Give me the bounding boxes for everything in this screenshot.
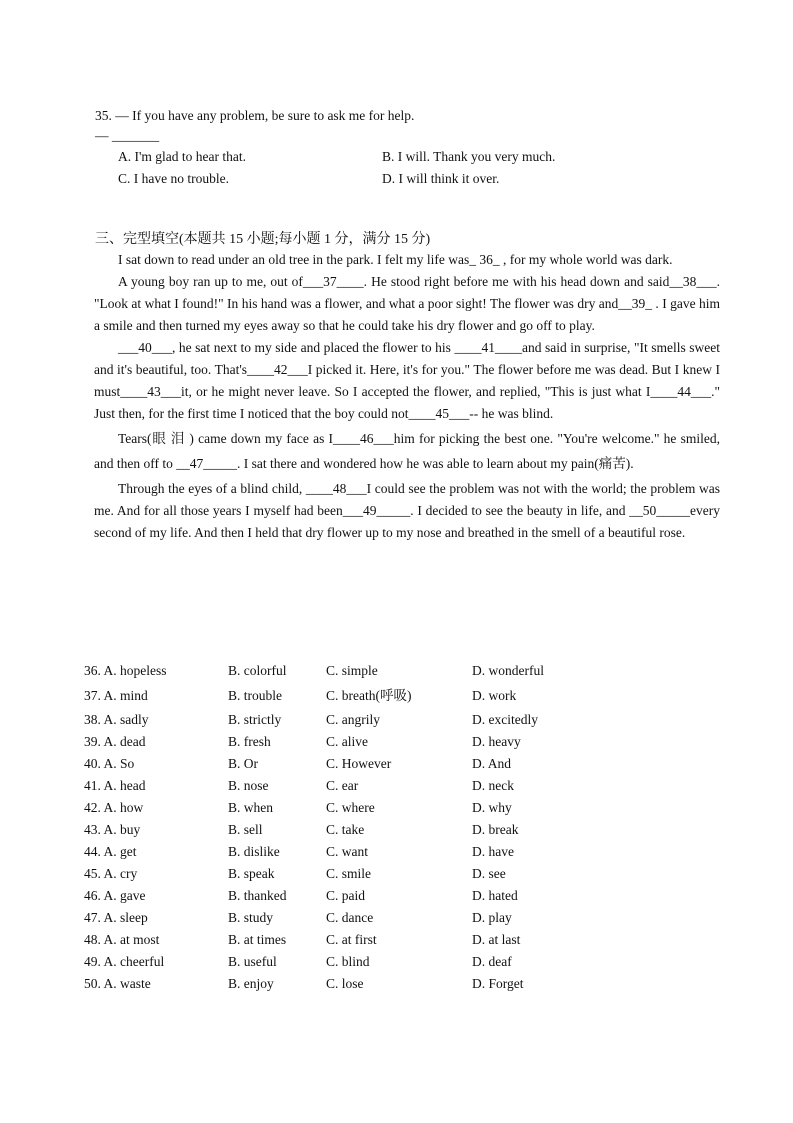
option-d: D. excitedly <box>472 712 538 727</box>
option-d: D. heavy <box>472 734 521 749</box>
option-a: 49. A. cheerful <box>84 954 165 969</box>
option-d: D. neck <box>472 778 514 793</box>
option-d: D. And <box>472 756 512 771</box>
option-a: 46. A. gave <box>84 888 146 903</box>
option-row-44 <box>84 841 724 863</box>
option-b: B. thanked <box>228 888 287 903</box>
option-35-a: A. I'm glad to hear that. <box>118 149 247 164</box>
option-a: 38. A. sadly <box>84 712 149 727</box>
passage-paragraph: Tears(眼 泪 ) came down my face as I____46___him for picking the best one. "You're welcome." he smiled, and then off to __47_____. I sat there and wondered how he was able to learn about my pain(痛苦). <box>94 431 720 471</box>
cloze-passage <box>94 249 720 544</box>
question-35-options-row-1 <box>95 146 715 168</box>
option-a: 45. A. cry <box>84 866 138 881</box>
option-a: 48. A. at most <box>84 932 160 947</box>
option-b: B. nose <box>228 778 269 793</box>
option-c: C. smile <box>326 866 372 881</box>
option-b: B. Or <box>228 756 258 771</box>
option-35-c: C. I have no trouble. <box>118 171 229 186</box>
passage-paragraph: I sat down to read under an old tree in the park. I felt my life was_ 36_ , for my whole world was dark. <box>118 252 673 267</box>
option-c: C. lose <box>326 976 364 991</box>
question-35 <box>95 106 715 190</box>
section-title: 三、完型填空(本题共 15 小题;每小题 1 分，满分 15 分) <box>95 232 431 247</box>
passage-paragraph: ___40___, he sat next to my side and placed the flower to his ____41____and said in surprise, "It smells sweet and it's beautiful, too. That's____42___I picked it. Here, it's for you." The flower before me was dead. But I knew I must____43___it, or he might never leave. So I accepted the flower, and replied, "This is just what I____44___." Just then, for the first time I noticed that the boy could not____45___-- he was blind. <box>94 340 720 421</box>
option-35-d: D. I will think it over. <box>382 171 500 186</box>
option-d: D. wonderful <box>472 663 544 678</box>
option-c: C. paid <box>326 888 365 903</box>
option-b: B. useful <box>228 954 277 969</box>
option-row-49 <box>84 951 724 973</box>
option-b: B. speak <box>228 866 275 881</box>
option-a: 47. A. sleep <box>84 910 148 925</box>
option-row-43 <box>84 819 724 841</box>
option-b: B. strictly <box>228 712 282 727</box>
option-d: D. play <box>472 910 512 925</box>
option-b: B. dislike <box>228 844 280 859</box>
question-35-stem: 35. — If you have any problem, be sure to ask me for help. <box>95 108 415 123</box>
option-d: D. break <box>472 822 519 837</box>
option-c: C. blind <box>326 954 370 969</box>
option-row-47 <box>84 907 724 929</box>
option-b: B. enjoy <box>228 976 274 991</box>
option-row-45 <box>84 863 724 885</box>
option-b: B. when <box>228 800 273 815</box>
option-d: D. Forget <box>472 976 524 991</box>
option-b: B. colorful <box>228 663 287 678</box>
option-c: C. take <box>326 822 365 837</box>
option-b: B. study <box>228 910 274 925</box>
option-c: C. want <box>326 844 368 859</box>
option-b: B. fresh <box>228 734 271 749</box>
option-row-39 <box>84 731 724 753</box>
option-a: 39. A. dead <box>84 734 146 749</box>
option-row-40 <box>84 753 724 775</box>
option-a: 43. A. buy <box>84 822 141 837</box>
option-row-50 <box>84 973 724 995</box>
option-c: C. simple <box>326 663 378 678</box>
option-row-38 <box>84 709 724 731</box>
option-row-36 <box>84 660 724 682</box>
option-b: B. trouble <box>228 688 282 703</box>
option-row-42 <box>84 797 724 819</box>
option-d: D. hated <box>472 888 518 903</box>
option-d: D. why <box>472 800 512 815</box>
option-d: D. deaf <box>472 954 512 969</box>
option-d: D. have <box>472 844 514 859</box>
question-35-answer-blank: — _______ <box>95 128 160 143</box>
option-c: C. alive <box>326 734 368 749</box>
answer-options <box>84 660 724 995</box>
passage-paragraph: Through the eyes of a blind child, ____48___I could see the problem was not with the world; the problem was me. And for all those years I myself had been___49_____. I decided to see the beauty in life, and __50_____every second of my life. And then I held that dry flower up to my nose and breathed in the smell of a beautiful rose. <box>94 481 720 540</box>
option-d: D. see <box>472 866 506 881</box>
option-a: 37. A. mind <box>84 688 148 703</box>
option-b: B. sell <box>228 822 263 837</box>
passage-paragraph: A young boy ran up to me, out of___37____. He stood right before me with his head down and said__38___. "Look at what I found!" In his hand was a flower, and what a poor sight! The flower was dry and__39_ . I gave him a smile and then turned my eyes away so that he could take his dry flower and go off to play. <box>94 274 720 333</box>
option-row-37 <box>84 682 724 709</box>
option-row-41 <box>84 775 724 797</box>
option-a: 41. A. head <box>84 778 146 793</box>
option-b: B. at times <box>228 932 287 947</box>
option-c: C. However <box>326 756 392 771</box>
option-c: C. at first <box>326 932 377 947</box>
option-a: 40. A. So <box>84 756 135 771</box>
question-35-options-row-2 <box>95 168 715 190</box>
option-c: C. dance <box>326 910 374 925</box>
option-c: C. where <box>326 800 375 815</box>
option-d: D. at last <box>472 932 521 947</box>
option-35-b: B. I will. Thank you very much. <box>382 149 556 164</box>
option-a: 42. A. how <box>84 800 144 815</box>
option-a: 44. A. get <box>84 844 137 859</box>
option-a: 50. A. waste <box>84 976 151 991</box>
option-row-48 <box>84 929 724 951</box>
option-c: C. angrily <box>326 712 380 727</box>
option-d: D. work <box>472 688 517 703</box>
option-c: C. breath(呼吸) <box>326 688 412 703</box>
option-a: 36. A. hopeless <box>84 663 167 678</box>
option-c: C. ear <box>326 778 359 793</box>
option-row-46 <box>84 885 724 907</box>
